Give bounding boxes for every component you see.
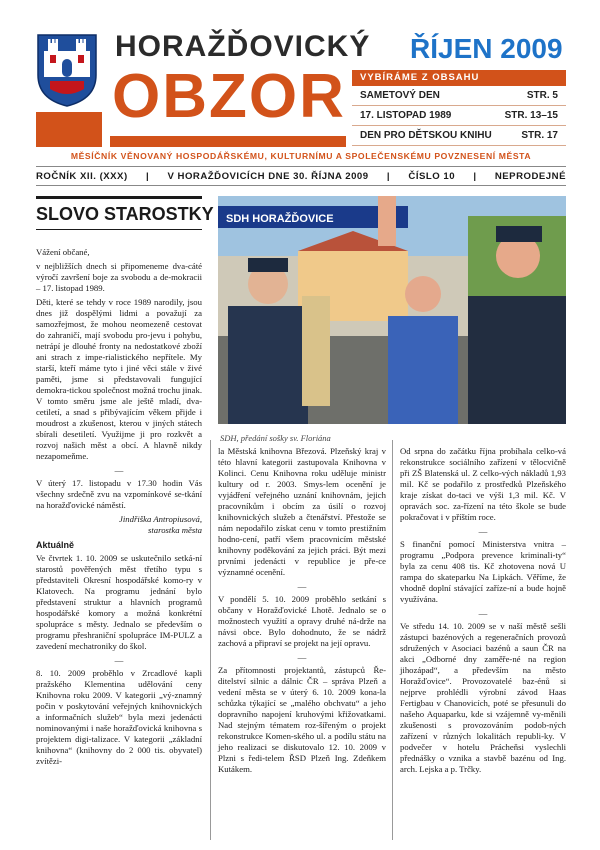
contents-item-title: 17. LISTOPAD 1989 bbox=[360, 110, 452, 121]
issue-price: NEPRODEJNÉ bbox=[494, 170, 566, 182]
divider: | bbox=[386, 170, 391, 182]
paragraph: Ve středu 14. 10. 2009 se v naší městě sešli zástupci bazénových a regeneračních provozů sdružených v Asociaci bazénů a saun ČR na akci „Odborné dny zaměře-né na region jihozápad“, a především na město Horažďovice“. Provozovatelé baz-énů si nejprve prohlédli výrobní závod Haas Fertigbau v Chanovicích, poté se přesunuli do našeho Aquaparku, kde si vzájemně vy-měnili zkušenosti s provozováním podob-ných zařízení v různých lokalitách republi-ky. V podvečer v hotelu Prácheňsi vyslechli přednášky o vznika a stavbě bazénu od Ing. arch. Lejska a p. Trčky. bbox=[400, 621, 566, 774]
masthead-tagline: MĚSÍČNÍK VĚNOVANÝ HOSPODÁŘSKÉMU, KULTURNÍMU A SPOLEČENSKÉMU POVZNESENÍ MĚSTA bbox=[70, 151, 532, 161]
contents-item-page: STR. 13–15 bbox=[504, 110, 558, 121]
contents-item-page: STR. 17 bbox=[521, 130, 558, 141]
photo-banner-text: SDH HORAŽĎOVICE bbox=[226, 213, 334, 225]
issue-place-date: V HORAŽĎOVICÍCH DNE 30. ŘÍJNA 2009 bbox=[167, 170, 369, 182]
crest-accent-block bbox=[36, 112, 102, 147]
issue-number: ČÍSLO 10 bbox=[408, 170, 456, 182]
article-column-1 bbox=[36, 247, 202, 770]
separator: — bbox=[478, 526, 488, 536]
paragraph: v nejbližších dnech si připomeneme dva-cáté výročí završení boje za svobodu a de-mokracii – 17. listopad 1989. bbox=[36, 261, 202, 293]
photo-caption: SDH, předání sošky sv. Floriána bbox=[220, 433, 331, 443]
paragraph: S finanční pomocí Ministerstva vnitra – programu „Podpora prevence kriminali-ty“ byla za cenu 408 tis. Kč zhotovena nová U rampa do skateparku Na Lipkách. Věříme, že vhodně doplní stávající zaříze-ní a bude hojně využívána. bbox=[400, 539, 566, 604]
masthead-title-main: OBZOR bbox=[112, 62, 346, 131]
contents-item-title: DEN PRO DĚTSKOU KNIHU bbox=[360, 130, 492, 141]
issue-volume: ROČNÍK XII. (XXX) bbox=[36, 170, 128, 182]
article-column-3 bbox=[400, 446, 566, 778]
town-crest-logo bbox=[36, 33, 98, 108]
greeting: Vážení občané, bbox=[36, 247, 90, 257]
title-accent-bar bbox=[110, 136, 346, 147]
paragraph: 8. 10. 2009 proběhlo v Zrcadlové kapli pražského Klementina udělování ceny Knihovna roku 2009. V kategorii „vý-znamný počin v poskytování veřejných knihovnických a informačních služeb“ byla mezi jedenácti nominovanými i naše horažďovická knihovna s projektem digi-talizace. V kategorii „základní knihovna“ (knihovny do 2 000 tis. obyvatel) zvítězi- bbox=[36, 668, 202, 766]
paragraph: V úterý 17. listopadu v 17.30 hodin Vás všechny srdečně zvu na vzpomínkové se-tkání na horažďovické náměstí. bbox=[36, 478, 202, 510]
contents-item[interactable] bbox=[352, 106, 566, 126]
separator: — bbox=[478, 608, 488, 618]
paragraph: Od srpna do začátku října probíhala celko-vá rekonstrukce sociálního zařízení v tělocvičně při ZŠ Blatenská ul. Z celko-vých nákladů 1,93 mil. Kč se podařilo z prostředků Plzeňského kraje získat do-taci ve výši 1,3 mil. Kč. V opravách soc. za-řízení na této škole se bude pokračovat i v příštím roce. bbox=[400, 446, 566, 522]
separator: — bbox=[297, 581, 307, 591]
column-divider bbox=[392, 440, 393, 840]
article-column-2 bbox=[218, 446, 386, 778]
issue-info-line bbox=[36, 166, 566, 186]
signature-name: Jindřiška Antropiusová, bbox=[118, 514, 202, 524]
article-photo bbox=[218, 196, 566, 424]
section-rule bbox=[36, 229, 202, 230]
paragraph: Ve čtvrtek 1. 10. 2009 se uskutečnilo setká-ní starostů pověřených měst třetího typu s představiteli Okresní hospodářské komo-ry v Klatovech. Na programu jednání bylo představení struktur a hlavních programů hospodářské komory a možná konkrétní spolupráce s městy. Jednalo se především o programu přeshraniční spolupráce IM-PULZ a zavedení mechatroniky do škol. bbox=[36, 553, 202, 651]
contents-item[interactable] bbox=[352, 86, 566, 106]
separator: — bbox=[114, 465, 124, 475]
separator: — bbox=[114, 655, 124, 665]
divider: | bbox=[145, 170, 150, 182]
contents-item-page: STR. 5 bbox=[526, 90, 558, 101]
contents-heading: VYBÍRÁME Z OBSAHU bbox=[352, 70, 566, 86]
paragraph: V pondělí 5. 10. 2009 proběhlo setkání s občany v Horažďovické Lhotě. Jednalo se o možnostech využití a opravy druhé ná-drže na návsi obce. Bylo dohodnuto, že se nádrž zachová a připraví se projekt na její opravu. bbox=[218, 594, 386, 648]
column-divider bbox=[210, 440, 211, 840]
paragraph: Za přítomnosti projektantů, zástupců Ře-ditelství silnic a dálnic ČR – správa Plzeň a vedení města se v úterý 6. 10. 2009 kona-la schůzka týkající se „malého obchvatu“ a jeho dopravního napojení kruhovými křižovatkami. Nad stejným tématem roz-šířeným o projekt rekonstrukce Komen-ského ul. a podílu státu na jeho realizaci se diskutovalo 12. 10. 2009 v Plzni s ředi-telem ŘSD Plzeň Ing. Zdeňkem Kutákem. bbox=[218, 665, 386, 774]
divider: | bbox=[473, 170, 477, 182]
contents-box bbox=[352, 70, 566, 146]
section-title: SLOVO STAROSTKY bbox=[36, 204, 214, 224]
separator: — bbox=[297, 652, 307, 662]
subsection-heading: Aktuálně bbox=[36, 540, 75, 550]
signature-role: starostka města bbox=[148, 525, 202, 535]
contents-item-title: SAMETOVÝ DEN bbox=[360, 90, 440, 101]
contents-item[interactable] bbox=[352, 126, 566, 146]
masthead-title-top: HORAŽĎOVICKÝ bbox=[115, 30, 371, 63]
paragraph: la Městská knihovna Březová. Plzeňský kraj v této hlavní kategorii zastupovala Knihovna v Kolinci. Cenu Knihovna roku uděluje ministr kultury od r. 2003. Smys-lem ocenění je vyjádření veřejného uznání knihovnám, jejich pracovníkům i obcím za úsilí o rozvoj knihovnických služeb a čtenářství. Přestože se nám nepodařilo získat cenu v tomto prestižním hodno-cení, patří všem pracovnicím městské knihovny poděkování za jejich práci. Být mezi prvními jedenácti v republice je pře-ce významné ocenění. bbox=[218, 446, 386, 577]
paragraph: Děti, které se tehdy v roce 1989 narodily, jsou dnes již dospělými lidmi a považují za samozřejmost, že mohou neomezeně cestovat do zahraničí, mají svobodu pro-jevu i pohybu, netrápí je dlouhé fronty na nedostatkové zboží ani strach z impe-rialistického nepřítele. My starší, kteří máme tyto i jiné věci stále v živé paměti, jsme si představovali fungující demokra-tickou společnost možná trochu jinak. V tomto směru jsme ale ještě mladí, dva-cetiletí, a snad s přibývajícím věkem přijde i moudrost a zkušenost, kterou v jiných státech sbírali desetiletí. Využijme ji pro rozkvět a rozvoj našich měst a obcí. A hlavně nikdy nezapomeňme. bbox=[36, 297, 202, 461]
section-rule bbox=[36, 196, 202, 199]
issue-month: ŘÍJEN 2009 bbox=[410, 33, 563, 64]
